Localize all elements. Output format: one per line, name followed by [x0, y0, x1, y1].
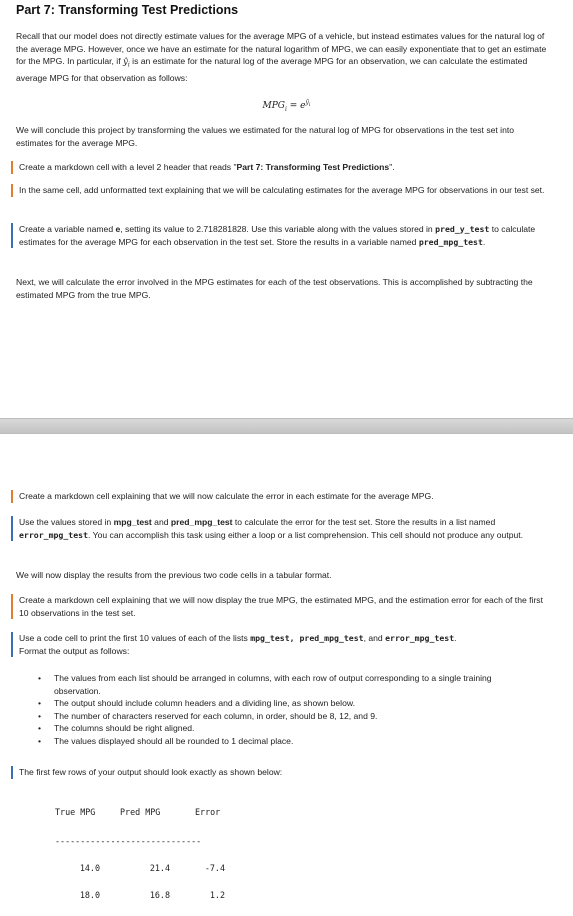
table-row: 14.0 21.4 -7.4	[79, 862, 225, 873]
intro-paragraph-2: We will conclude this project by transforming the values we estimated for the natural log of MPG for observations in the test set into estimates for the average MPG.	[16, 125, 515, 148]
table-row: 18.0 16.8 1.2	[79, 889, 225, 900]
table-header-row: True MPG Pred MPG Error	[55, 806, 221, 817]
output-table	[55, 792, 225, 916]
instruction-unformatted-text: In the same cell, add unformatted text explaining that we will be calculating estimates for the average MPG for observations in our test set.	[11, 184, 551, 197]
page-divider	[0, 418, 573, 434]
next-paragraph: Next, we will calculate the error involved in the MPG estimates for each of the test observations. This is accomplished by subtracting the estimated MPG from the true MPG.	[16, 277, 533, 300]
intro-text-a: Recall that our model does not directly estimate values for the average MPG of a vehicle, but instead estimates values for the natural log of the average MPG. However, once we have an estimate for the natural logarithm of MPG, we can easily exponentiate that to get an estimate for the MPG. In particular, if	[16, 31, 547, 66]
instruction-variable-e: Create a variable named e, setting its value to 2.718281828. Use this variable along with the values stored in pred_y_test to calculate estimates for the average MPG for each observation in the test set. Store the results in a variable named pred_mpg_test.	[11, 223, 551, 248]
output-example-intro: The first few rows of your output should look exactly as shown below:	[11, 766, 551, 779]
instruction-error-list: Use the values stored in mpg_test and pred_mpg_test to calculate the error for the test set. Store the results in a list named error_mpg_test. You can accomplish this task using either a loop or a list comprehension. This cell should not produce any output.	[11, 516, 551, 541]
list-item: • The values from each list should be arranged in columns, with each row of output corresponding to a single training observation.	[38, 673, 492, 696]
list-item: • The columns should be right aligned.	[38, 723, 195, 733]
list-item: • The output should include column headers and a dividing line, as shown below.	[38, 698, 355, 708]
intro-paragraph	[16, 30, 551, 85]
section-title: Part 7: Transforming Test Predictions	[16, 3, 239, 17]
display-paragraph: We will now display the results from the previous two code cells in a tabular format.	[16, 570, 332, 580]
list-item: • The values displayed should all be rounded to 1 decimal place.	[38, 735, 294, 746]
y-hat-symbol: $ŷ_i$	[123, 57, 130, 69]
table-divider: -----------------------------	[55, 835, 202, 846]
mpg-equation: $MPG_i = e^{ŷ_i}$	[262, 99, 311, 113]
instruction-header-cell: Create a markdown cell with a level 2 header that reads "Part 7: Transforming Test Predictions".	[11, 161, 551, 174]
instruction-error-markdown: Create a markdown cell explaining that we will now calculate the error in each estimate for the average MPG.	[11, 490, 551, 503]
intro-text-b: is an estimate for the natural log of the average MPG for an observation, we can calculate the estimated average MPG for that observation as follows:	[16, 56, 528, 84]
instruction-display-markdown: Create a markdown cell explaining that we will now display the true MPG, the estimated MPG, and the estimation error for each of the first 10 observations in the test set.	[11, 594, 551, 619]
instruction-print-values: Use a code cell to print the first 10 values of each of the lists mpg_test, pred_mpg_test, and error_mpg_test. Format the output as follows:	[11, 632, 551, 657]
list-item: • The number of characters reserved for each column, in order, should be 8, 12, and 9.	[38, 710, 378, 721]
format-requirements-list	[34, 672, 534, 747]
